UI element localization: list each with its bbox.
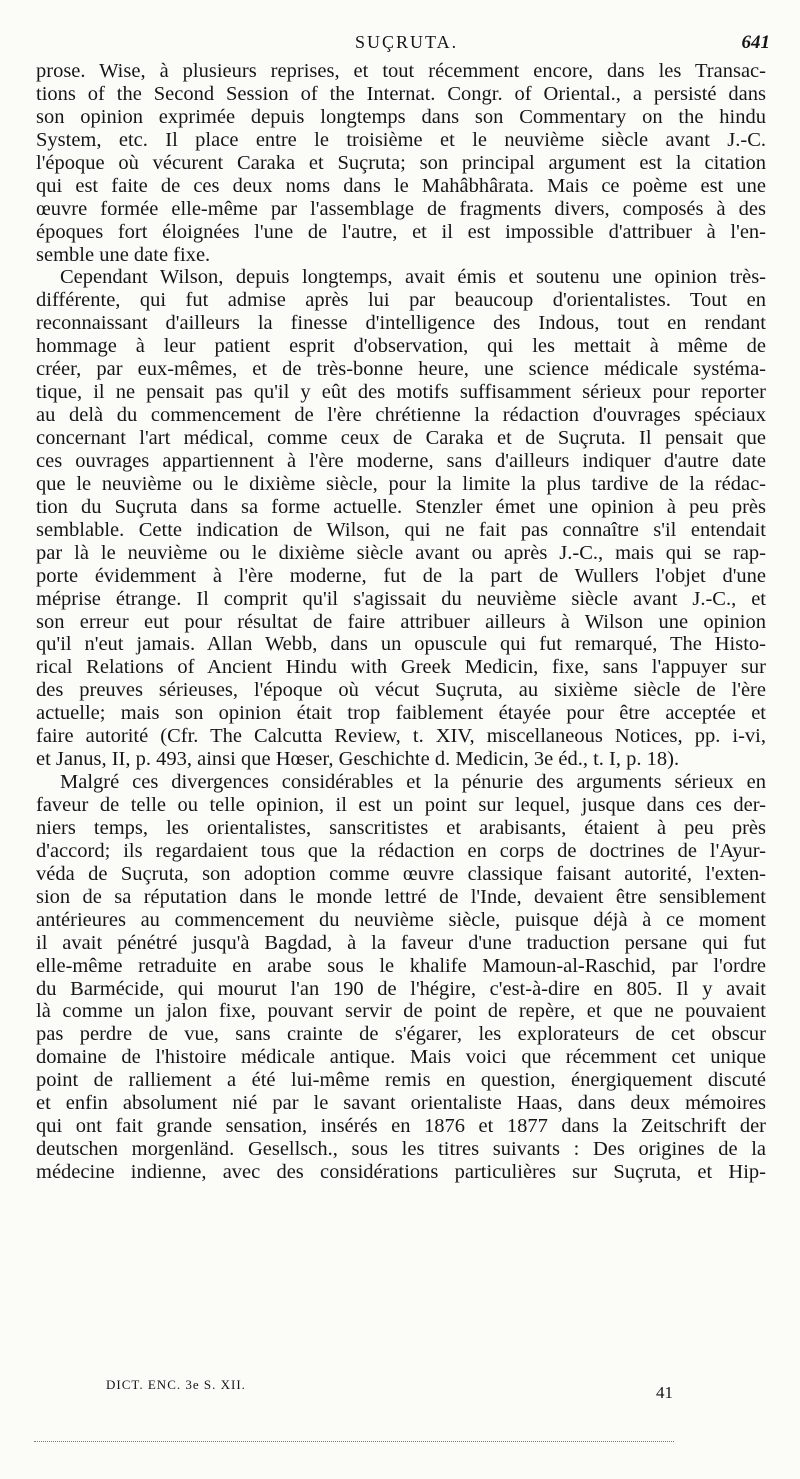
text-line: son opinion exprimée depuis longtemps dans son Commentary on the hindu [36,105,766,128]
text-line: Malgré ces divergences considérables et la pénurie des arguments sérieux en [60,771,766,794]
text-line: pas perdre de vue, sans crainte de s'égarer, les explorateurs de cet obscur [36,1023,766,1046]
text-line: qu'il n'eut jamais. Allan Webb, dans un opuscule qui fut remarqué, The Histo- [36,633,766,656]
text-line: Cependant Wilson, depuis longtemps, avait émis et soutenu une opinion très- [60,266,766,289]
text-line: System, etc. Il place entre le troisième et le neuvième siècle avant J.-C. [36,128,766,151]
text-line: deutschen morgenländ. Gesellsch., sous les titres suivants : Des origines de la [36,1138,766,1161]
text-line: faveur de telle ou telle opinion, il est un point sur lequel, jusque dans ces der- [36,794,766,816]
sheet-number: 41 [656,1383,673,1402]
text-line: prose. Wise, à plusieurs reprises, et tout récemment encore, dans les Transac- [36,60,766,82]
text-line: hommage à leur patient esprit d'observation, qui les mettait à même de [36,335,766,358]
text-line: tique, il ne pensait pas qu'il y eût des motifs suffisamment sérieux pour reporter [36,381,766,404]
text-line [36,1230,766,1253]
text-line [36,1184,766,1207]
text-line: que le neuvième ou le dixième siècle, pour la limite la plus tardive de la rédac- [36,472,766,495]
text-line: au delà du commencement de l'ère chrétienne la rédaction d'ouvrages spéciaux [36,404,766,427]
text-line: l'époque où vécurent Caraka et Suçruta; son principal argument est la citation [36,151,766,174]
running-title: SUÇRUTA. [355,32,459,52]
text-line: semblable. Cette indication de Wilson, qui ne fait pas connaître s'il entendait [36,518,766,541]
text-line: là comme un jalon fixe, pouvant servir de point de repère, et que ne pouvaient [36,1000,766,1023]
text-line: faire autorité (Cfr. The Calcutta Review, t. XIV, miscellaneous Notices, pp. i-vi, [36,725,766,748]
text-line: reconnaissant d'ailleurs la finesse d'intelligence des Indous, tout en rendant [36,312,766,335]
page-footer [0,1377,800,1417]
text-line: il avait pénétré jusqu'à Bagdad, à la faveur d'une traduction persane qui fut [36,931,766,954]
text-line: époques fort éloignées l'une de l'autre, et il est impossible d'attribuer à l'en- [36,220,766,243]
text-line: porte évidemment à l'ère moderne, fut de la part de Wullers l'objet d'une [36,564,766,587]
text-line: tions of the Second Session of the Internat. Congr. of Oriental., a persisté dans [36,82,766,105]
text-line: méprise étrange. Il comprit qu'il s'agissait du neuvième siècle avant J.-C., et [36,587,766,610]
text-line: d'accord; ils regardaient tous que la rédaction en corps de doctrines de l'Ayur- [36,839,766,862]
text-line: elle-même retraduite en arabe sous le khalife Mamoun-al-Raschid, par l'ordre [36,954,766,977]
text-line: antérieures au commencement du neuvième siècle, puisque déjà à ce moment [36,908,766,931]
text-line: par là le neuvième ou le dixième siècle avant ou après J.-C., mais qui se rap- [36,541,766,564]
text-line [36,1207,766,1230]
text-line: ces ouvrages appartiennent à l'ère moderne, sans d'ailleurs indiquer d'autre date [36,449,766,472]
text-body [36,60,766,1299]
running-head [0,30,800,58]
text-line: semble une date fixe. [36,243,211,266]
text-line: œuvre formée elle-même par l'assemblage de fragments divers, composés à des [36,197,766,220]
text-line: point de ralliement a été lui-même remis en question, énergiquement discuté [36,1069,766,1092]
text-line [36,1253,766,1276]
text-line: domaine de l'histoire médicale antique. Mais voici que récemment cet unique [36,1046,766,1069]
text-line: qui est faite de ces deux noms dans le Mahâbhârata. Mais ce poème est une [36,174,766,197]
text-line: son erreur eut pour résultat de faire attribuer ailleurs à Wilson une opinion [36,610,766,633]
text-line: du Barmécide, qui mourut l'an 190 de l'hégire, c'est-à-dire en 805. Il y avait [36,977,766,1000]
text-line: et enfin absolument nié par le savant orientaliste Haas, dans deux mémoires [36,1092,766,1115]
text-line: sion de sa réputation dans le monde lettré de l'Inde, devaient être sensiblement [36,885,766,908]
text-line [36,1276,766,1299]
text-line: concernant l'art médical, comme ceux de Caraka et de Suçruta. Il pensait que [36,427,766,449]
text-line: qui ont fait grande sensation, insérés en 1876 et 1877 dans la Zeitschrift der [36,1115,766,1138]
text-line: et Janus, II, p. 493, ainsi que Hœser, Geschichte d. Medicin, 3e éd., t. I, p. 18). [36,748,680,771]
bottom-rule [34,1441,674,1442]
text-line: actuelle; mais son opinion était trop faiblement étayée pour être acceptée et [36,702,766,725]
signature-mark: DICT. ENC. 3e S. XII. [106,1377,246,1392]
text-line: médecine indienne, avec des considérations particulières sur Suçruta, et Hip- [36,1161,766,1183]
text-line: différente, qui fut admise après lui par beaucoup d'orientalistes. Tout en [36,289,766,312]
text-line: rical Relations of Ancient Hindu with Greek Medicin, fixe, sans l'appuyer sur [36,656,766,679]
text-line: créer, par eux-mêmes, et de très-bonne heure, une science médicale systéma- [36,358,766,381]
text-line: tion du Suçruta dans sa forme actuelle. Stenzler émet une opinion à peu près [36,495,766,518]
text-line: niers temps, les orientalistes, sanscritistes et arabisants, étaient à peu près [36,816,766,839]
page-number: 641 [741,32,770,53]
text-line: véda de Suçruta, son adoption comme œuvre classique faisant autorité, l'exten- [36,862,766,885]
text-line: des preuves sérieuses, l'époque où vécut Suçruta, au sixième siècle de l'ère [36,679,766,702]
